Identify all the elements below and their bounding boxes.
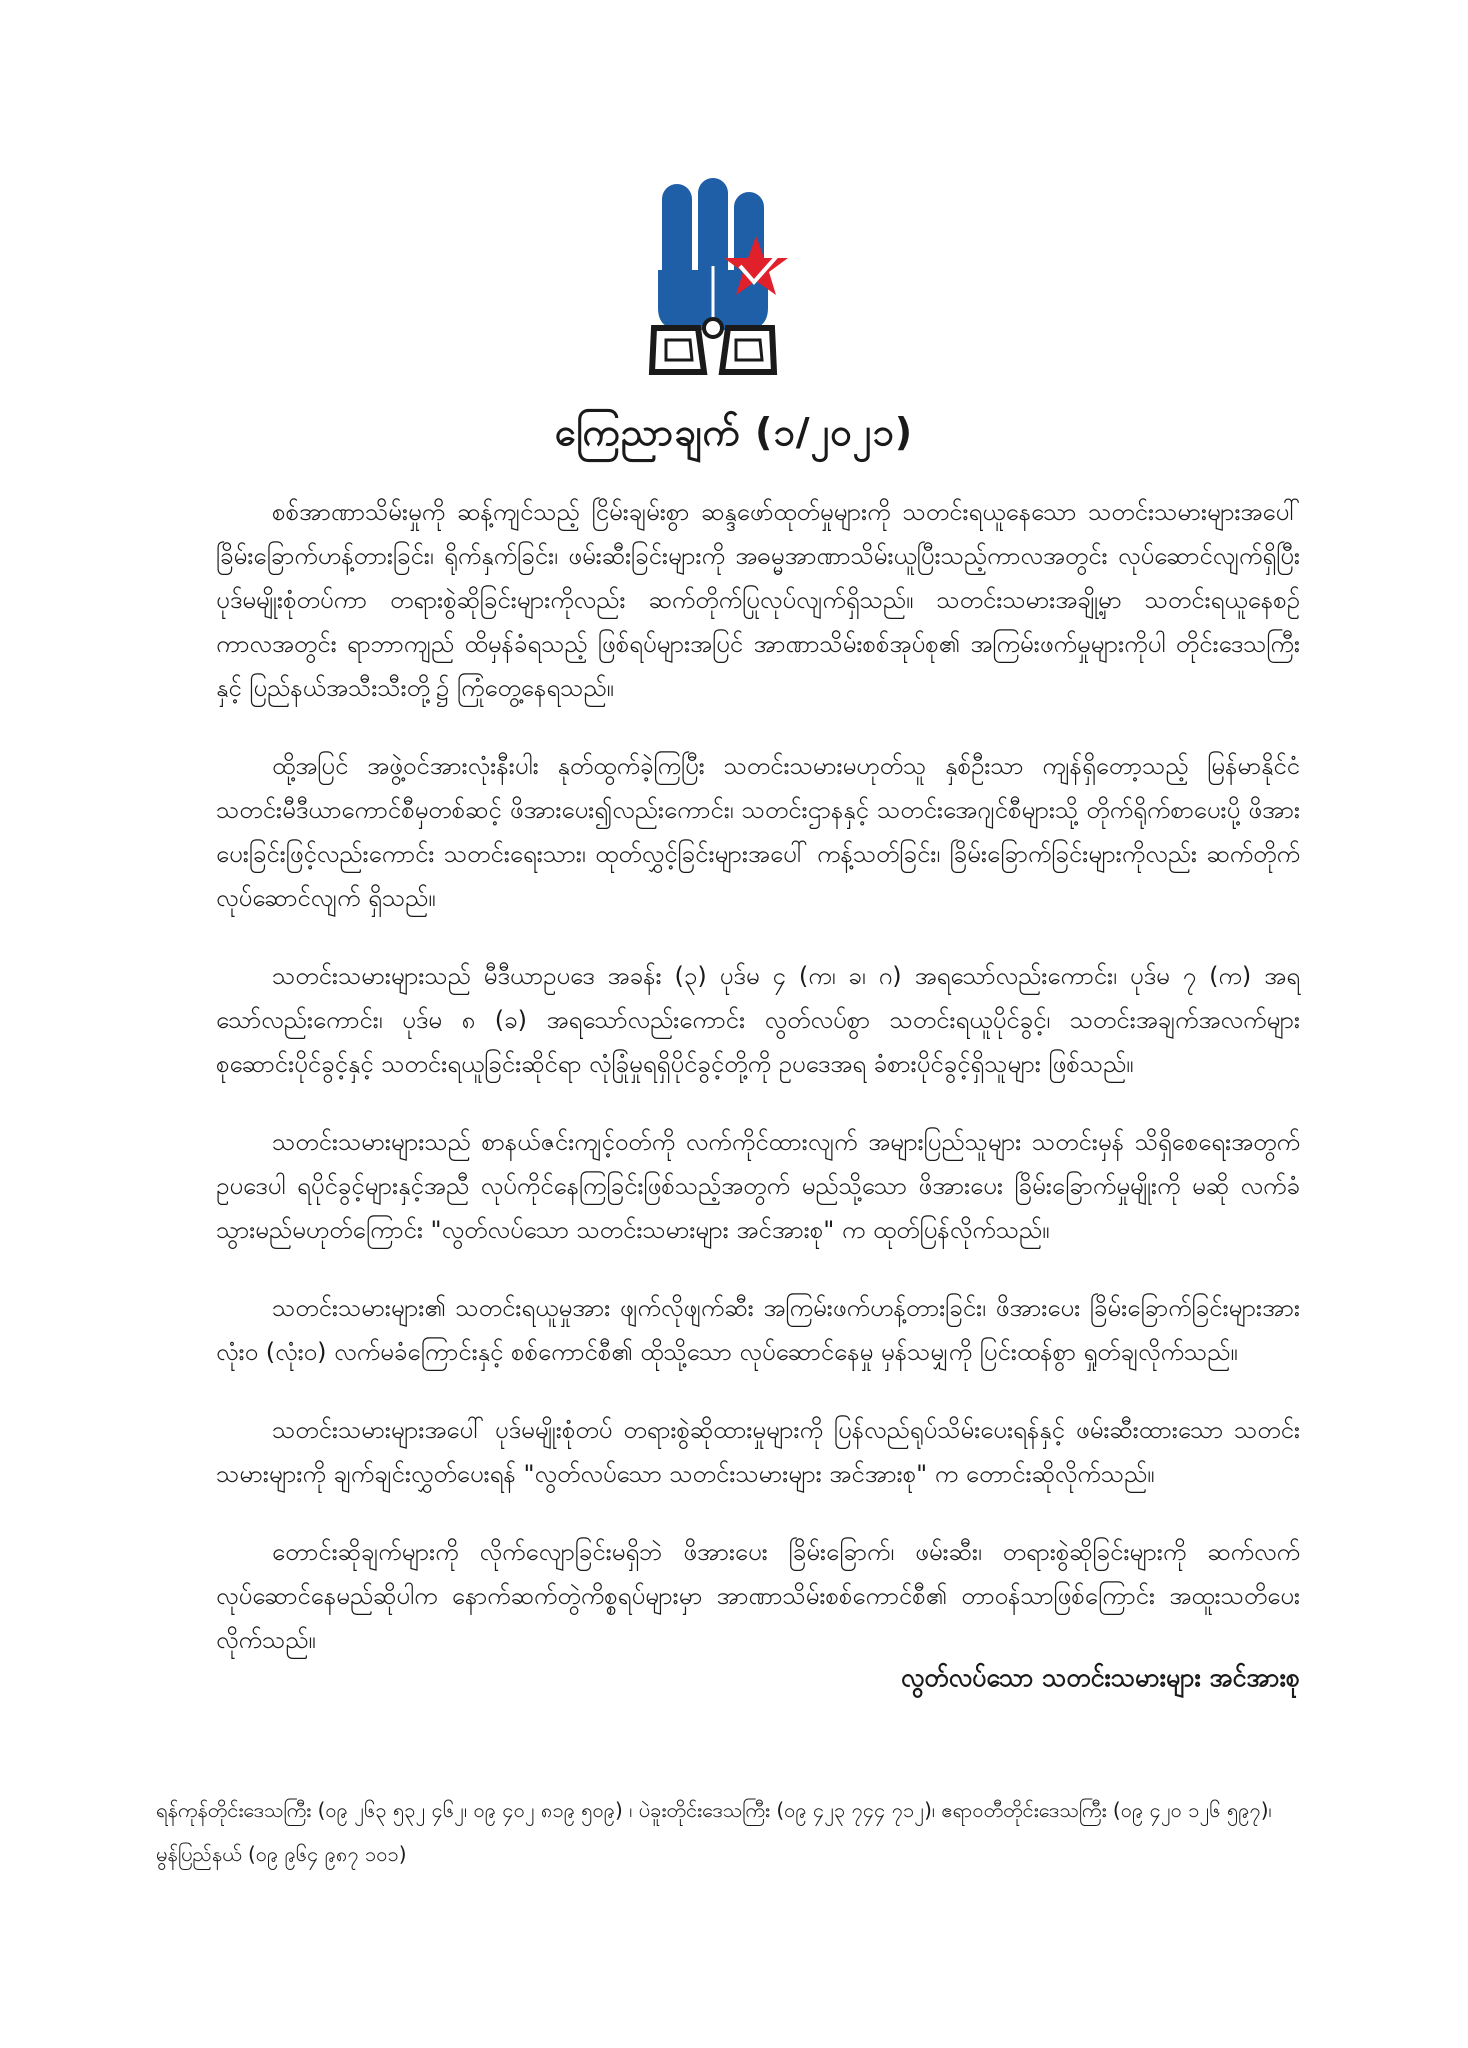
paragraph: ထို့အပြင် အဖွဲ့ဝင်အားလုံးနီးပါး နုတ်ထွက်ခဲ့ကြပြီး သတင်းသမားမဟုတ်သူ နှစ်ဦးသာ ကျန်ရှိတော့သည့် မြန်မာနိုင်ငံ သတင်းမီဒီယာကောင်စီမှတစ်ဆင့် ဖိအားပေး၍လည်းကောင်း၊ သတင်းဌာနနှင့် သတင်းအေဂျင်စီများသို့ တိုက်ရိုက်စာပေးပို့ ဖိအားပေးခြင်းဖြင့်လည်းကောင်း သတင်းရေးသား၊ ထုတ်လွှင့်ခြင်းများအပေါ် ကန့်သတ်ခြင်း၊ ခြိမ်းခြောက်ခြင်းများကိုလည်း ဆက်တိုက်လုပ်ဆောင်လျက် ရှိသည်။ xyxy=(216,752,1300,912)
paragraph: သတင်းသမားများသည် မီဒီယာဥပဒေ အခန်း (၃) ပုဒ်မ ၄ (က၊ ခ၊ ဂ) အရသော်လည်းကောင်း၊ ပုဒ်မ ၇ (က) အရသော်လည်းကောင်း၊ ပုဒ်မ ၈ (ခ) အရသော်လည်းကောင်း လွတ်လပ်စွာ သတင်းရယူပိုင်ခွင့်၊ သတင်းအချက်အလက်များ စုဆောင်းပိုင်ခွင့်နှင့် သတင်းရယူခြင်းဆိုင်ရာ လုံခြုံမှုရရှိပိုင်ခွင့်တို့ကို ဥပဒေအရ ခံစားပိုင်ခွင့်ရှိသူများ ဖြစ်သည်။ xyxy=(216,962,1300,1078)
three-finger-salute-star-icon xyxy=(644,178,794,378)
statement-body xyxy=(216,490,1300,1696)
paragraph: သတင်းသမားများသည် စာနယ်ဇင်းကျင့်ဝတ်ကို လက်ကိုင်ထားလျက် အများပြည်သူများ သတင်းမှန် သိရှိစေရေးအတွက် ဥပဒေပါ ရပိုင်ခွင့်များနှင့်အညီ လုပ်ကိုင်နေကြခြင်းဖြစ်သည့်အတွက် မည်သို့သော ဖိအားပေး ခြိမ်းခြောက်မှုမျိုးကို မဆို လက်ခံသွားမည်မဟုတ်ကြောင်း "လွတ်လပ်သော သတင်းသမားများ အင်အားစု" က ထုတ်ပြန်လိုက်သည်။ xyxy=(216,1128,1300,1244)
paragraph: စစ်အာဏာသိမ်းမှုကို ဆန့်ကျင်သည့် ငြိမ်းချမ်းစွာ ဆန္ဒဖော်ထုတ်မှုများကို သတင်းရယူနေသော သတင်းသမားများအပေါ် ခြိမ်းခြောက်ဟန့်တားခြင်း၊ ရိုက်နှက်ခြင်း၊ ဖမ်းဆီးခြင်းများကို အဓမ္မအာဏာသိမ်းယူပြီးသည့်ကာလအတွင်း လုပ်ဆောင်လျက်ရှိပြီး ပုဒ်မမျိုးစုံတပ်ကာ တရားစွဲဆိုခြင်းများကိုလည်း ဆက်တိုက်ပြုလုပ်လျက်ရှိသည်။ သတင်းသမားအချို့မှာ သတင်းရယူနေစဉ် ကာလအတွင်း ရာဘာကျည် ထိမှန်ခံရသည့် ဖြစ်ရပ်များအပြင် အာဏာသိမ်းစစ်အုပ်စု၏ အကြမ်းဖက်မှုများကိုပါ တိုင်းဒေသကြီးနှင့် ပြည်နယ်အသီးသီးတို့၌ ကြုံတွေ့နေရသည်။ xyxy=(216,498,1300,702)
statement-title: ကြေညာချက် (၁/၂၀၂၁) xyxy=(554,410,914,454)
paragraph: သတင်းသမားများအပေါ် ပုဒ်မမျိုးစုံတပ် တရားစွဲဆိုထားမှုများကို ပြန်လည်ရုပ်သိမ်းပေးရန်နှင့် ဖမ်းဆီးထားသော သတင်းသမားများကို ချက်ချင်းလွှတ်ပေးရန် "လွတ်လပ်သော သတင်းသမားများ အင်အားစု" က တောင်းဆိုလိုက်သည်။ xyxy=(216,1416,1300,1488)
signature: လွတ်လပ်သော သတင်းသမားများ အင်အားစု xyxy=(900,1663,1300,1692)
paragraph: သတင်းသမားများ၏ သတင်းရယူမှုအား ဖျက်လိုဖျက်ဆီး အကြမ်းဖက်ဟန့်တားခြင်း၊ ဖိအားပေး ခြိမ်းခြောက်ခြင်းများအား လုံး၀ (လုံး၀) လက်မခံကြောင်းနှင့် စစ်ကောင်စီ၏ ထိုသို့သော လုပ်ဆောင်နေမှု မှန်သမျှကို ပြင်းထန်စွာ ရှုတ်ချလိုက်သည်။ xyxy=(216,1294,1300,1366)
paragraph: တောင်းဆိုချက်များကို လိုက်လျောခြင်းမရှိဘဲ ဖိအားပေး ခြိမ်းခြောက်၊ ဖမ်းဆီး၊ တရားစွဲဆိုခြင်းများကို ဆက်လက်လုပ်ဆောင်နေမည်ဆိုပါက နောက်ဆက်တွဲကိစ္စရပ်များမှာ အာဏာသိမ်းစစ်ကောင်စီ၏ တာဝန်သာဖြစ်ကြောင်း အထူးသတိပေးလိုက်သည်။ xyxy=(216,1538,1300,1654)
contact-numbers: ရန်ကုန်တိုင်းဒေသကြီး (၀၉ ၂၆၃ ၅၃၂ ၄၆၂၊ ၀၉ ၄၀၂ ၈၁၉ ၅၀၉) ၊ ပဲခူးတိုင်းဒေသကြီး (၀၉ ၄၂၃ ၇၄၄ ၇၁၂)၊ ဧရာဝတီတိုင်းဒေသကြီး (၀၉ ၄၂၀ ၁၂၆ ၅၉၇)၊ မွန်ပြည်နယ် (၀၉ ၉၆၄ ၉၈၇ ၁၀၁) xyxy=(156,1798,1272,1866)
